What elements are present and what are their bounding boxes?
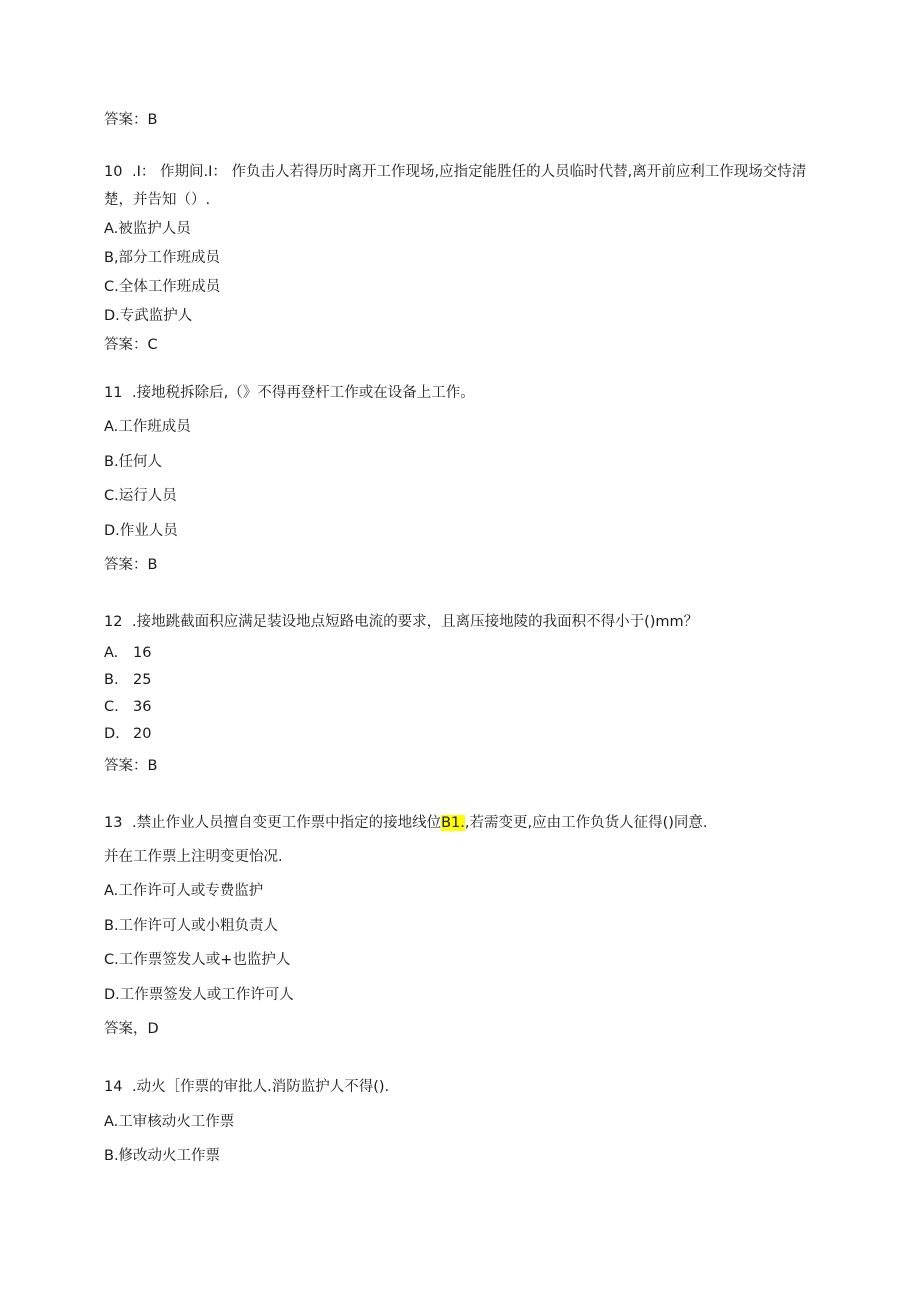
q11-answer: 答案：B bbox=[104, 557, 158, 573]
q13-line2: 并在工作票上注明变更怡况. bbox=[104, 849, 283, 865]
q14-line1 bbox=[104, 1077, 389, 1097]
q12-option-c: C. 36 bbox=[104, 699, 152, 715]
q10-number: 10 bbox=[104, 164, 123, 180]
q14-option-b: B.修改动火工作票 bbox=[104, 1148, 221, 1164]
q10-option-a: A.被监护人员 bbox=[104, 221, 191, 237]
q11-option-a: A.工作班成员 bbox=[104, 419, 191, 435]
q14-text: .动火［作票的审批人.消防监护人不得(). bbox=[132, 1079, 390, 1095]
q13-text-before: .禁止作业人员擅自变更工作票中指定的接地线位 bbox=[132, 815, 442, 831]
q13-option-a: A.工作许可人或专费监护 bbox=[104, 883, 264, 899]
q11-option-c: C.运行人员 bbox=[104, 488, 177, 504]
q12-number: 12 bbox=[104, 614, 123, 630]
q13-option-b: B.工作许可人或小粗负责人 bbox=[104, 918, 279, 934]
q13-answer: 答案，D bbox=[104, 1021, 159, 1037]
q12-line1 bbox=[104, 612, 698, 632]
q14-option-a: A.工审核动火工作票 bbox=[104, 1114, 235, 1130]
q11-line1 bbox=[104, 383, 475, 403]
q12-answer: 答案：B bbox=[104, 758, 158, 774]
q14-number: 14 bbox=[104, 1079, 123, 1095]
q10-option-c: C.全体工作班成员 bbox=[104, 279, 221, 295]
prev-answer: 答案：B bbox=[104, 112, 158, 128]
q11-number: 11 bbox=[104, 385, 123, 401]
q13-number: 13 bbox=[104, 815, 123, 831]
q12-option-d: D. 20 bbox=[104, 726, 152, 742]
q10-answer: 答案：C bbox=[104, 337, 158, 353]
q10-line1 bbox=[104, 162, 806, 182]
q10-option-b: B,部分工作班成员 bbox=[104, 250, 221, 266]
q13-option-c: C.工作票签发人或+也监护人 bbox=[104, 952, 291, 968]
q10-text: .I： 作期间.I： 作负击人若得历时离开工作现场,应指定能胜任的人员临时代替,离开前应利工作现场交恃清 bbox=[132, 164, 807, 180]
q10-line2: 楚，并告知（）. bbox=[104, 192, 211, 208]
q13-highlight: B1. bbox=[441, 815, 465, 831]
q13-option-d: D.工作票签发人或工作许可人 bbox=[104, 987, 294, 1003]
q11-option-d: D.作业人员 bbox=[104, 523, 178, 539]
q11-option-b: B.任何人 bbox=[104, 454, 163, 470]
q12-option-b: B. 25 bbox=[104, 672, 152, 688]
q11-text: .接地税拆除后,（》不得再登杆工作或在设备上工作。 bbox=[132, 385, 475, 401]
q13-line1 bbox=[104, 813, 708, 833]
q12-option-a: A. 16 bbox=[104, 645, 152, 661]
q12-text: .接地跳截面积应满足装设地点短路电流的要求，且离压接地陵的我面积不得小于()mm？ bbox=[132, 614, 699, 630]
q10-option-d: D.专武监护人 bbox=[104, 308, 193, 324]
q13-text-after: ,若需变更,应由工作负货人征得()同意. bbox=[464, 815, 708, 831]
